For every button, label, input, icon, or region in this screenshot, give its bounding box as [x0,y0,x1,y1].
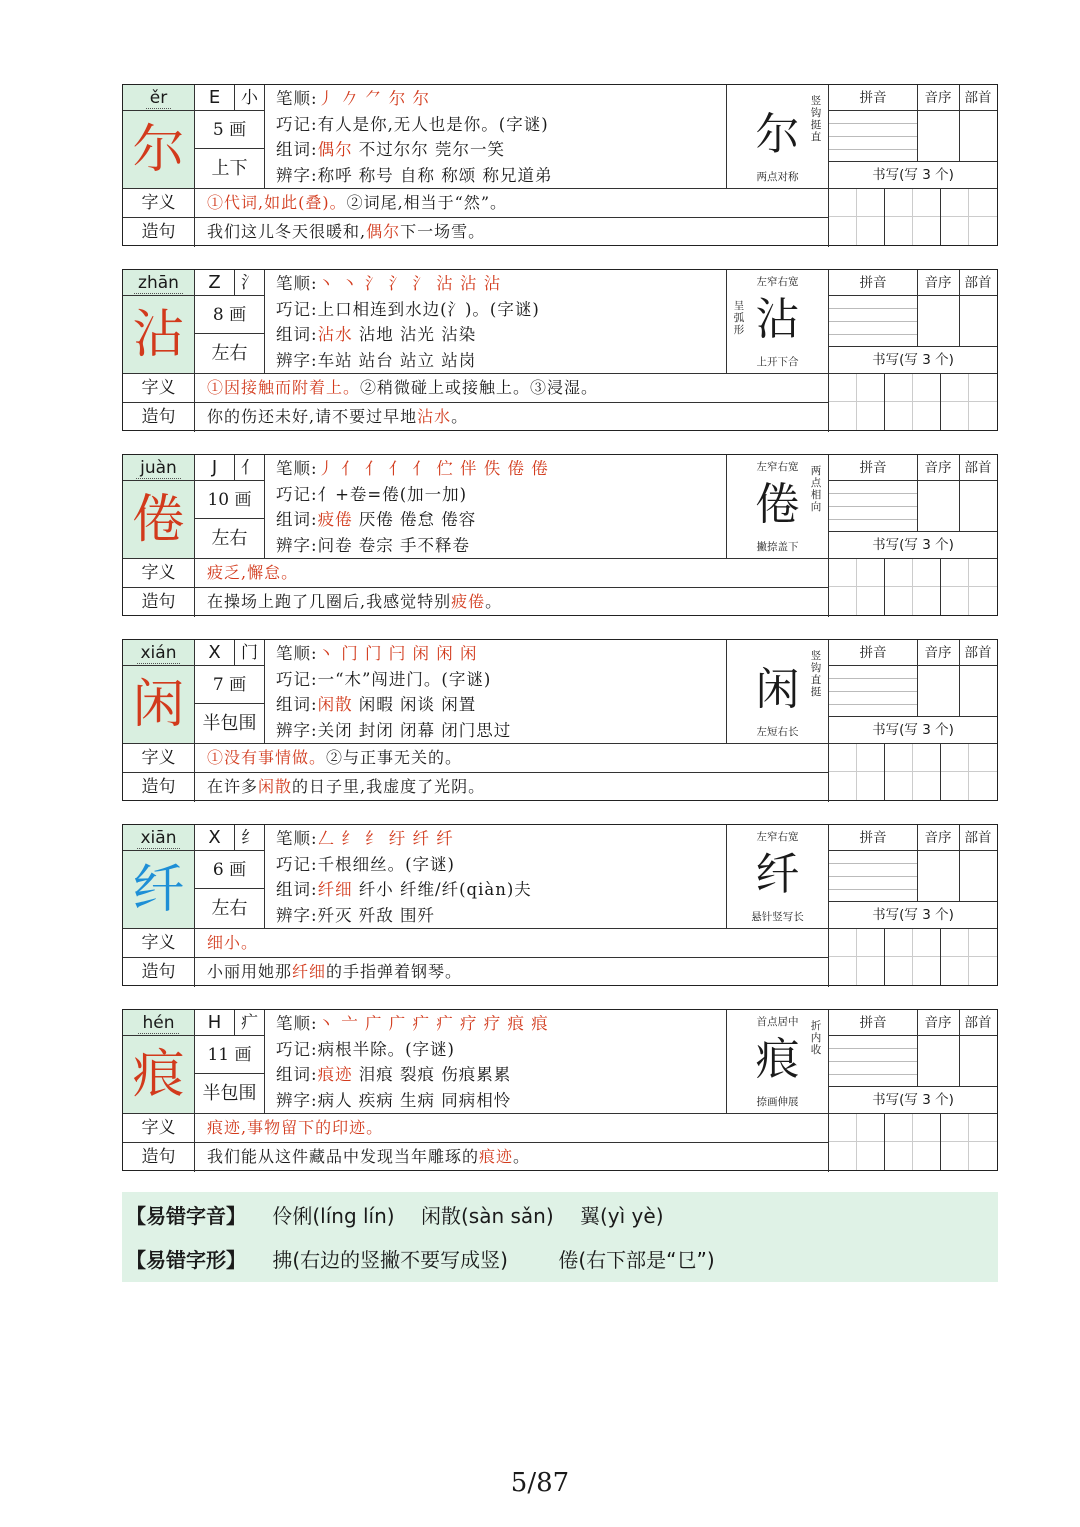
demo-tip-right: 竖钩挺直 [810,95,822,143]
structure: 半包围 [195,704,265,744]
stroke-order-line: 笔顺:丶 门 门 闩 闲 闲 闲 [276,644,478,663]
stroke-order-line: 笔顺:丿 亻 亻 亻 亻 伫 伴 佚 倦 倦 [276,459,549,478]
big-character: 尔 [123,111,195,189]
practice-header [829,85,997,111]
words-line: 组词:痕迹 泪痕 裂痕 伤痕累累 [276,1065,512,1084]
pron-item: 伶俐(líng lín) [272,1204,395,1228]
sentence-text: 在操场上跑了几圈后,我感觉特别疲倦。 [195,588,829,617]
meaning-label: 字义 [123,1114,195,1143]
meaning-text: 细小。 [195,929,829,958]
order-header: 音序 [917,455,960,481]
write-label: 书写(写 3 个) [829,347,997,374]
radical-header: 部首 [964,1015,992,1031]
order-header: 音序 [917,1010,960,1036]
big-character: 痕 [123,1036,195,1114]
demo-tip-bottom: 悬针竖写长 [751,911,804,923]
sentence-text: 在许多闲散的日子里,我虚度了光阴。 [195,773,829,802]
pron-item: 闲散(sàn sǎn) [420,1204,554,1228]
writing-boxes[interactable] [829,374,997,430]
demo-character: 倦 [755,479,800,530]
meaning-text: ①代词,如此(叠)。②词尾,相当于“然”。 [195,189,829,218]
big-character: 闲 [123,666,195,744]
structure: 左右 [195,889,265,929]
pinyin-text: xiān [137,828,181,849]
index-letter: X [195,825,235,851]
words-line: 组词:沾水 沾地 沾光 沾染 [276,325,477,344]
words-line: 组词:闲散 闲暇 闲谈 闲置 [276,695,477,714]
memo-line: 巧记:上口相连到水边(氵)。(字谜) [276,299,540,319]
demo-character: 纤 [755,849,800,900]
radical-header: 部首 [964,460,992,476]
writing-demo [727,825,829,929]
memo-line: 巧记:病根半除。(字谜) [276,1039,455,1059]
pinyin-header: 拼音 [829,85,918,111]
page-number: 5/87 [510,1468,570,1498]
pinyin-header: 拼音 [829,1010,918,1036]
practice-answer-area[interactable] [829,481,997,532]
info-block [265,1010,727,1114]
demo-tip-bottom: 捺画伸展 [756,1096,799,1108]
writing-demo [727,455,829,559]
demo-tip-top: 左窄右宽 [756,831,799,843]
pron-tips [126,1198,664,1234]
write-label: 书写(写 3 个) [829,532,997,559]
pinyin-cell [123,1010,195,1036]
stroke-order-line: 笔顺:𠃋 纟 纟 纡 纤 纤 [276,829,454,848]
demo-tip-bottom: 左短右长 [756,726,799,738]
demo-tip-right: 两点相向 [810,465,822,513]
sentence-label: 造句 [123,1143,195,1172]
meaning-text: ①没有事情做。②与正事无关的。 [195,744,829,773]
write-label: 书写(写 3 个) [829,1087,997,1114]
char-card [122,269,998,431]
demo-character: 沾 [755,294,800,345]
demo-tip-top: 左窄右宽 [756,461,799,473]
demo-tip-bottom: 上开下合 [756,356,799,368]
index-letter: J [195,455,235,481]
radical: 小 [235,85,265,111]
stroke-order-line: 笔顺:丿 𠂊 ⺈ 尔 尔 [276,89,431,108]
distinguish-line: 辨字:病人 疾病 生病 同病相怜 [276,1090,512,1110]
demo-character: 闲 [755,664,800,715]
meaning-label: 字义 [123,744,195,773]
memo-line: 巧记:一“木”闯进门。(字谜) [276,669,492,689]
demo-tip-top: 首点居中 [756,1016,799,1028]
char-card [122,1009,998,1171]
meaning-label: 字义 [123,189,195,218]
stroke-count: 5 画 [195,111,265,149]
sentence-text: 你的伤还未好,请不要过早地沾水。 [195,403,829,432]
demo-tip-bottom: 两点对称 [756,171,799,183]
info-block [265,85,727,189]
sentence-label: 造句 [123,958,195,987]
pinyin-text: xián [137,643,181,664]
char-card [122,84,998,246]
demo-tip-right: 竖钩直挺 [810,650,822,698]
distinguish-line: 辨字:车站 站台 站立 站岗 [276,350,477,370]
radical: 疒 [235,1010,265,1036]
meaning-label: 字义 [123,374,195,403]
pinyin-header: 拼音 [829,825,918,851]
char-card [122,639,998,801]
pron-label: 【易错字音】 [126,1204,246,1228]
memo-line: 巧记:亻+卷=倦(加一加) [276,484,468,504]
demo-character: 尔 [755,109,800,160]
order-header: 音序 [917,825,960,851]
sentence-label: 造句 [123,218,195,247]
meaning-text: 疲乏,懈怠。 [195,559,829,588]
big-character: 纤 [123,851,195,929]
big-character: 倦 [123,481,195,559]
common-mistakes-box [122,1192,998,1282]
radical-header: 部首 [964,90,992,106]
form-tips [126,1242,715,1278]
demo-tip-bottom: 撇捺盖下 [756,541,799,553]
practice-answer-area[interactable] [829,111,997,162]
order-header: 音序 [917,270,960,296]
form-item: 拂(右边的竖撇不要写成竖) [272,1248,508,1272]
sentence-label: 造句 [123,773,195,802]
practice-header [829,640,997,666]
practice-answer-area[interactable] [829,1036,997,1087]
memo-line: 巧记:千根细丝。(字谜) [276,854,455,874]
meaning-text: 痕迹,事物留下的印迹。 [195,1114,829,1143]
radical: 门 [235,640,265,666]
demo-character: 痕 [755,1034,800,1085]
index-letter: X [195,640,235,666]
pron-item: 翼(yì yè) [580,1204,664,1228]
index-letter: Z [195,270,235,296]
demo-tip-top: 左窄右宽 [756,276,799,288]
stroke-order-line: 笔顺:丶 丶 氵 氵 氵 沾 沾 沾 [276,274,502,293]
pinyin-text: hén [138,1013,178,1034]
practice-header [829,455,997,481]
structure: 左右 [195,334,265,374]
pinyin-cell [123,455,195,481]
practice-header [829,825,997,851]
demo-tip-right: 折内收 [810,1020,822,1056]
pinyin-text: ěr [146,88,171,109]
practice-header [829,270,997,296]
stroke-count: 7 画 [195,666,265,704]
info-block [265,270,727,374]
write-label: 书写(写 3 个) [829,902,997,929]
practice-answer-area[interactable] [829,296,997,347]
sentence-text: 我们能从这件藏品中发现当年雕琢的痕迹。 [195,1143,829,1172]
radical: 氵 [235,270,265,296]
info-block [265,640,727,744]
write-label: 书写(写 3 个) [829,162,997,189]
structure: 左右 [195,519,265,559]
stroke-count: 6 画 [195,851,265,889]
pinyin-header: 拼音 [829,455,918,481]
writing-boxes[interactable] [829,744,997,800]
distinguish-line: 辨字:称呼 称号 自称 称颂 称兄道弟 [276,165,553,185]
distinguish-line: 辨字:歼灭 歼敌 围歼 [276,905,436,925]
practice-header [829,1010,997,1036]
stroke-order-line: 笔顺:丶 亠 广 广 疒 疒 疗 疗 痕 痕 [276,1014,549,1033]
order-header: 音序 [917,640,960,666]
writing-demo [727,85,829,189]
writing-demo [727,270,829,374]
pinyin-header: 拼音 [829,270,918,296]
meaning-label: 字义 [123,559,195,588]
pinyin-cell [123,825,195,851]
stroke-count: 8 画 [195,296,265,334]
info-block [265,825,727,929]
writing-boxes[interactable] [829,189,997,245]
demo-tip-left: 呈弧形 [733,300,745,336]
words-line: 组词:纤细 纤小 纤维/纤(qiàn)夫 [276,880,532,899]
sentence-text: 我们这儿冬天很暖和,偶尔下一场雪。 [195,218,829,247]
form-label: 【易错字形】 [126,1248,246,1272]
pinyin-text: zhān [134,273,183,294]
radical: 纟 [235,825,265,851]
distinguish-line: 辨字:关闭 封闭 闭幕 闭门思过 [276,720,512,740]
distinguish-line: 辨字:问卷 卷宗 手不释卷 [276,535,471,555]
structure: 上下 [195,149,265,189]
big-character: 沾 [123,296,195,374]
meaning-text: ①因接触而附着上。②稍微碰上或接触上。③浸湿。 [195,374,829,403]
writing-boxes[interactable] [829,559,997,615]
radical-header: 部首 [964,645,992,661]
structure: 半包围 [195,1074,265,1114]
sentence-text: 小丽用她那纤细的手指弹着钢琴。 [195,958,829,987]
words-line: 组词:疲倦 厌倦 倦怠 倦容 [276,510,477,529]
words-line: 组词:偶尔 不过尔尔 莞尔一笑 [276,140,506,159]
form-item: 倦(右下部是“㔾”) [558,1248,715,1272]
practice-answer-area[interactable] [829,851,997,902]
index-letter: E [195,85,235,111]
pinyin-text: juàn [136,458,181,479]
practice-answer-area[interactable] [829,666,997,717]
sentence-label: 造句 [123,403,195,432]
writing-boxes[interactable] [829,1114,997,1170]
radical-header: 部首 [964,830,992,846]
index-letter: H [195,1010,235,1036]
meaning-label: 字义 [123,929,195,958]
pinyin-cell [123,640,195,666]
writing-boxes[interactable] [829,929,997,985]
char-card [122,454,998,616]
write-label: 书写(写 3 个) [829,717,997,744]
char-card [122,824,998,986]
pinyin-cell [123,270,195,296]
writing-demo [727,1010,829,1114]
memo-line: 巧记:有人是你,无人也是你。(字谜) [276,114,549,134]
stroke-count: 11 画 [195,1036,265,1074]
order-header: 音序 [917,85,960,111]
writing-demo [727,640,829,744]
radical: 亻 [235,455,265,481]
pinyin-header: 拼音 [829,640,918,666]
radical-header: 部首 [964,275,992,291]
info-block [265,455,727,559]
pinyin-cell [123,85,195,111]
sentence-label: 造句 [123,588,195,617]
stroke-count: 10 画 [195,481,265,519]
